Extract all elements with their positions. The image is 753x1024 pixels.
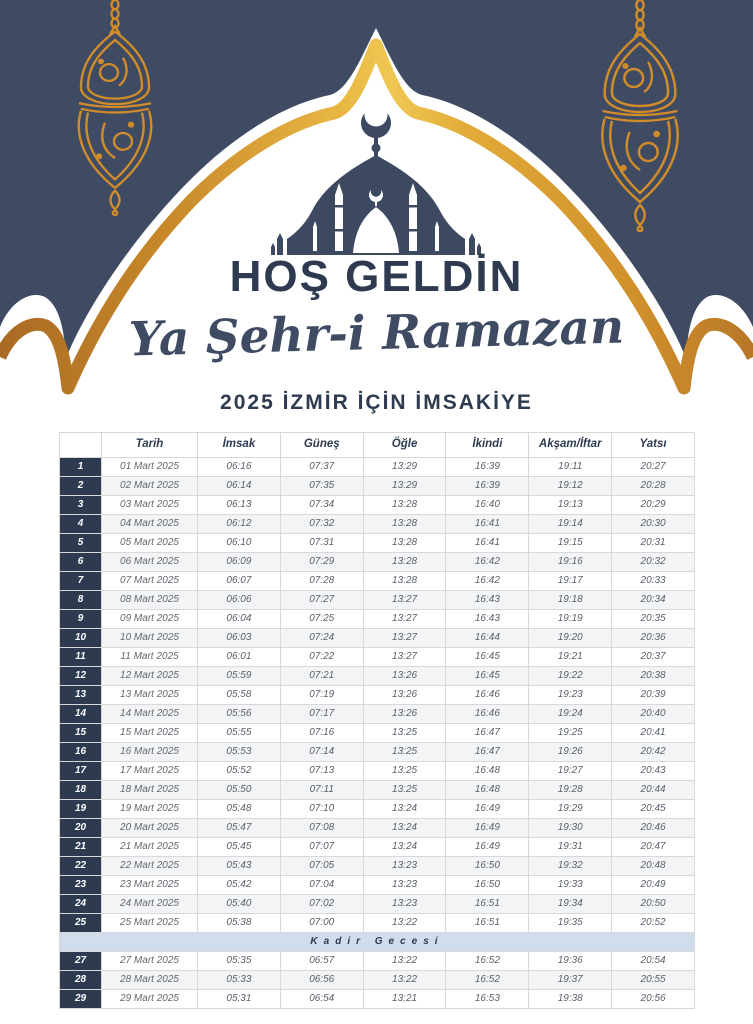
time-cell: 19:35 (529, 914, 612, 933)
time-cell: 13:21 (363, 990, 446, 1009)
time-cell: 13:26 (363, 667, 446, 686)
time-cell: 05:42 (198, 876, 281, 895)
time-cell: 19:28 (529, 781, 612, 800)
time-cell: 16:45 (446, 667, 529, 686)
time-cell: 16:52 (446, 952, 529, 971)
day-number: 13 (60, 686, 102, 705)
date-cell: 01 Mart 2025 (102, 458, 198, 477)
time-cell: 07:00 (280, 914, 363, 933)
time-cell: 07:21 (280, 667, 363, 686)
day-number: 17 (60, 762, 102, 781)
time-cell: 16:47 (446, 743, 529, 762)
day-number: 12 (60, 667, 102, 686)
time-cell: 20:34 (612, 591, 695, 610)
time-cell: 19:29 (529, 800, 612, 819)
date-cell: 24 Mart 2025 (102, 895, 198, 914)
table-row (60, 838, 695, 857)
time-cell: 07:25 (280, 610, 363, 629)
time-cell: 20:30 (612, 515, 695, 534)
day-number: 15 (60, 724, 102, 743)
table-row (60, 705, 695, 724)
table-header-row (60, 433, 695, 458)
time-cell: 13:24 (363, 838, 446, 857)
time-cell: 07:16 (280, 724, 363, 743)
date-cell: 03 Mart 2025 (102, 496, 198, 515)
time-cell: 06:12 (198, 515, 281, 534)
column-header: Akşam/İftar (529, 433, 612, 458)
date-cell: 25 Mart 2025 (102, 914, 198, 933)
time-cell: 13:27 (363, 591, 446, 610)
day-number: 25 (60, 914, 102, 933)
time-cell: 13:23 (363, 876, 446, 895)
time-cell: 13:29 (363, 477, 446, 496)
time-cell: 16:46 (446, 686, 529, 705)
time-cell: 13:28 (363, 515, 446, 534)
time-cell: 16:46 (446, 705, 529, 724)
time-cell: 06:01 (198, 648, 281, 667)
time-cell: 07:17 (280, 705, 363, 724)
date-cell: 06 Mart 2025 (102, 553, 198, 572)
table-row (60, 914, 695, 933)
table-row (60, 819, 695, 838)
table-row (60, 743, 695, 762)
table-row (60, 572, 695, 591)
time-cell: 19:27 (529, 762, 612, 781)
time-cell: 13:25 (363, 781, 446, 800)
day-number: 21 (60, 838, 102, 857)
time-cell: 20:29 (612, 496, 695, 515)
column-header: Yatsı (612, 433, 695, 458)
time-cell: 07:05 (280, 857, 363, 876)
time-cell: 07:14 (280, 743, 363, 762)
time-cell: 19:23 (529, 686, 612, 705)
time-cell: 07:32 (280, 515, 363, 534)
column-header: Tarih (102, 433, 198, 458)
time-cell: 06:54 (280, 990, 363, 1009)
day-number: 14 (60, 705, 102, 724)
time-cell: 06:56 (280, 971, 363, 990)
time-cell: 05:58 (198, 686, 281, 705)
table-row (60, 591, 695, 610)
day-number: 6 (60, 553, 102, 572)
time-cell: 06:03 (198, 629, 281, 648)
time-cell: 20:36 (612, 629, 695, 648)
time-cell: 19:38 (529, 990, 612, 1009)
time-cell: 20:49 (612, 876, 695, 895)
time-cell: 16:39 (446, 458, 529, 477)
time-cell: 05:33 (198, 971, 281, 990)
time-cell: 13:25 (363, 762, 446, 781)
time-cell: 07:11 (280, 781, 363, 800)
time-cell: 20:27 (612, 458, 695, 477)
table-row (60, 857, 695, 876)
time-cell: 20:35 (612, 610, 695, 629)
time-cell: 07:13 (280, 762, 363, 781)
table-row (60, 667, 695, 686)
day-number: 9 (60, 610, 102, 629)
time-cell: 05:56 (198, 705, 281, 724)
time-cell: 19:20 (529, 629, 612, 648)
time-cell: 05:59 (198, 667, 281, 686)
day-number: 28 (60, 971, 102, 990)
date-cell: 18 Mart 2025 (102, 781, 198, 800)
time-cell: 06:04 (198, 610, 281, 629)
time-cell: 07:08 (280, 819, 363, 838)
time-cell: 16:43 (446, 610, 529, 629)
table-row (60, 971, 695, 990)
day-number: 7 (60, 572, 102, 591)
date-cell: 12 Mart 2025 (102, 667, 198, 686)
time-cell: 05:47 (198, 819, 281, 838)
time-cell: 19:15 (529, 534, 612, 553)
column-header: Öğle (363, 433, 446, 458)
day-number: 23 (60, 876, 102, 895)
time-cell: 13:27 (363, 610, 446, 629)
date-cell: 07 Mart 2025 (102, 572, 198, 591)
time-cell: 19:14 (529, 515, 612, 534)
date-cell: 28 Mart 2025 (102, 971, 198, 990)
date-cell: 11 Mart 2025 (102, 648, 198, 667)
time-cell: 07:27 (280, 591, 363, 610)
time-cell: 07:10 (280, 800, 363, 819)
date-cell: 14 Mart 2025 (102, 705, 198, 724)
column-header: Güneş (280, 433, 363, 458)
time-cell: 05:31 (198, 990, 281, 1009)
time-cell: 19:30 (529, 819, 612, 838)
day-number: 18 (60, 781, 102, 800)
date-cell: 02 Mart 2025 (102, 477, 198, 496)
time-cell: 20:38 (612, 667, 695, 686)
time-cell: 16:51 (446, 895, 529, 914)
time-cell: 16:49 (446, 800, 529, 819)
time-cell: 13:22 (363, 914, 446, 933)
time-cell: 16:50 (446, 857, 529, 876)
time-cell: 06:10 (198, 534, 281, 553)
time-cell: 16:53 (446, 990, 529, 1009)
day-number: 5 (60, 534, 102, 553)
time-cell: 20:45 (612, 800, 695, 819)
time-cell: 19:33 (529, 876, 612, 895)
time-cell: 05:50 (198, 781, 281, 800)
day-number: 8 (60, 591, 102, 610)
time-cell: 19:37 (529, 971, 612, 990)
time-cell: 16:50 (446, 876, 529, 895)
time-cell: 07:22 (280, 648, 363, 667)
time-cell: 16:43 (446, 591, 529, 610)
time-cell: 20:43 (612, 762, 695, 781)
prayer-times-table-body (60, 458, 695, 1009)
table-row (60, 629, 695, 648)
time-cell: 13:29 (363, 458, 446, 477)
time-cell: 13:22 (363, 952, 446, 971)
time-cell: 19:19 (529, 610, 612, 629)
date-cell: 29 Mart 2025 (102, 990, 198, 1009)
time-cell: 13:27 (363, 629, 446, 648)
day-number: 19 (60, 800, 102, 819)
time-cell: 16:49 (446, 838, 529, 857)
date-cell: 23 Mart 2025 (102, 876, 198, 895)
date-cell: 08 Mart 2025 (102, 591, 198, 610)
date-cell: 27 Mart 2025 (102, 952, 198, 971)
time-cell: 13:25 (363, 743, 446, 762)
date-cell: 22 Mart 2025 (102, 857, 198, 876)
time-cell: 16:48 (446, 762, 529, 781)
day-number: 4 (60, 515, 102, 534)
table-row (60, 648, 695, 667)
time-cell: 16:42 (446, 572, 529, 591)
time-cell: 20:47 (612, 838, 695, 857)
table-row (60, 496, 695, 515)
time-cell: 19:22 (529, 667, 612, 686)
date-cell: 20 Mart 2025 (102, 819, 198, 838)
time-cell: 07:35 (280, 477, 363, 496)
time-cell: 06:14 (198, 477, 281, 496)
time-cell: 20:40 (612, 705, 695, 724)
day-number: 16 (60, 743, 102, 762)
time-cell: 20:56 (612, 990, 695, 1009)
time-cell: 19:26 (529, 743, 612, 762)
time-cell: 20:55 (612, 971, 695, 990)
column-header: İmsak (198, 433, 281, 458)
time-cell: 07:24 (280, 629, 363, 648)
time-cell: 19:21 (529, 648, 612, 667)
time-cell: 16:41 (446, 515, 529, 534)
date-cell: 05 Mart 2025 (102, 534, 198, 553)
day-number: 22 (60, 857, 102, 876)
date-cell: 17 Mart 2025 (102, 762, 198, 781)
time-cell: 20:28 (612, 477, 695, 496)
table-row (60, 515, 695, 534)
time-cell: 16:44 (446, 629, 529, 648)
time-cell: 13:22 (363, 971, 446, 990)
prayer-times-table (59, 432, 695, 1009)
day-number: 3 (60, 496, 102, 515)
time-cell: 19:17 (529, 572, 612, 591)
time-cell: 20:31 (612, 534, 695, 553)
time-cell: 19:13 (529, 496, 612, 515)
time-cell: 05:43 (198, 857, 281, 876)
time-cell: 13:26 (363, 705, 446, 724)
time-cell: 06:13 (198, 496, 281, 515)
time-cell: 13:28 (363, 496, 446, 515)
day-number: 11 (60, 648, 102, 667)
time-cell: 16:48 (446, 781, 529, 800)
main-greeting: HOŞ GELDİN (229, 252, 524, 301)
time-cell: 20:52 (612, 914, 695, 933)
time-cell: 20:32 (612, 553, 695, 572)
time-cell: 16:41 (446, 534, 529, 553)
table-row (60, 762, 695, 781)
time-cell: 13:24 (363, 800, 446, 819)
time-cell: 20:41 (612, 724, 695, 743)
kadir-gecesi-row (60, 933, 695, 952)
time-cell: 13:24 (363, 819, 446, 838)
date-cell: 10 Mart 2025 (102, 629, 198, 648)
time-cell: 19:36 (529, 952, 612, 971)
table-row (60, 458, 695, 477)
table-row (60, 895, 695, 914)
time-cell: 06:57 (280, 952, 363, 971)
time-cell: 19:34 (529, 895, 612, 914)
time-cell: 19:25 (529, 724, 612, 743)
time-cell: 16:39 (446, 477, 529, 496)
day-number: 20 (60, 819, 102, 838)
time-cell: 06:06 (198, 591, 281, 610)
day-number: 27 (60, 952, 102, 971)
date-cell: 04 Mart 2025 (102, 515, 198, 534)
time-cell: 19:31 (529, 838, 612, 857)
time-cell: 07:31 (280, 534, 363, 553)
time-cell: 06:09 (198, 553, 281, 572)
time-cell: 20:42 (612, 743, 695, 762)
time-cell: 20:39 (612, 686, 695, 705)
time-cell: 07:37 (280, 458, 363, 477)
time-cell: 19:12 (529, 477, 612, 496)
time-cell: 13:28 (363, 553, 446, 572)
time-cell: 20:50 (612, 895, 695, 914)
time-cell: 07:28 (280, 572, 363, 591)
time-cell: 20:54 (612, 952, 695, 971)
time-cell: 20:33 (612, 572, 695, 591)
time-cell: 16:40 (446, 496, 529, 515)
table-row (60, 477, 695, 496)
time-cell: 16:51 (446, 914, 529, 933)
time-cell: 19:11 (529, 458, 612, 477)
time-cell: 05:40 (198, 895, 281, 914)
column-header: İkindi (446, 433, 529, 458)
time-cell: 05:52 (198, 762, 281, 781)
day-number: 10 (60, 629, 102, 648)
time-cell: 07:04 (280, 876, 363, 895)
time-cell: 07:34 (280, 496, 363, 515)
time-cell: 05:55 (198, 724, 281, 743)
day-number: 24 (60, 895, 102, 914)
date-cell: 09 Mart 2025 (102, 610, 198, 629)
table-row (60, 724, 695, 743)
time-cell: 16:52 (446, 971, 529, 990)
table-row (60, 553, 695, 572)
prayer-times-section (59, 432, 695, 1009)
table-row (60, 990, 695, 1009)
time-cell: 13:28 (363, 534, 446, 553)
table-row (60, 781, 695, 800)
script-greeting: Ya Şehr-i Ramazan (128, 299, 625, 368)
time-cell: 13:26 (363, 686, 446, 705)
hero-decoration (0, 0, 753, 450)
time-cell: 20:44 (612, 781, 695, 800)
time-cell: 07:29 (280, 553, 363, 572)
time-cell: 06:16 (198, 458, 281, 477)
time-cell: 13:23 (363, 895, 446, 914)
time-cell: 05:38 (198, 914, 281, 933)
date-cell: 21 Mart 2025 (102, 838, 198, 857)
date-cell: 19 Mart 2025 (102, 800, 198, 819)
time-cell: 16:47 (446, 724, 529, 743)
time-cell: 05:48 (198, 800, 281, 819)
time-cell: 05:35 (198, 952, 281, 971)
day-number: 2 (60, 477, 102, 496)
time-cell: 19:18 (529, 591, 612, 610)
subtitle: 2025 İZMİR İÇİN İMSAKİYE (220, 391, 533, 414)
date-cell: 15 Mart 2025 (102, 724, 198, 743)
time-cell: 20:48 (612, 857, 695, 876)
table-row (60, 534, 695, 553)
time-cell: 19:32 (529, 857, 612, 876)
time-cell: 07:07 (280, 838, 363, 857)
time-cell: 13:23 (363, 857, 446, 876)
time-cell: 07:19 (280, 686, 363, 705)
time-cell: 16:49 (446, 819, 529, 838)
time-cell: 20:37 (612, 648, 695, 667)
time-cell: 13:28 (363, 572, 446, 591)
kadir-gecesi-band: Kadir Gecesi (60, 933, 695, 952)
time-cell: 20:46 (612, 819, 695, 838)
time-cell: 16:42 (446, 553, 529, 572)
day-number: 1 (60, 458, 102, 477)
table-row (60, 686, 695, 705)
date-cell: 16 Mart 2025 (102, 743, 198, 762)
table-row (60, 952, 695, 971)
table-row (60, 876, 695, 895)
time-cell: 05:45 (198, 838, 281, 857)
date-cell: 13 Mart 2025 (102, 686, 198, 705)
table-row (60, 800, 695, 819)
time-cell: 05:53 (198, 743, 281, 762)
day-number: 29 (60, 990, 102, 1009)
time-cell: 06:07 (198, 572, 281, 591)
table-row (60, 610, 695, 629)
time-cell: 19:24 (529, 705, 612, 724)
time-cell: 16:45 (446, 648, 529, 667)
time-cell: 19:16 (529, 553, 612, 572)
time-cell: 13:27 (363, 648, 446, 667)
corner-header-cell (60, 433, 102, 458)
time-cell: 07:02 (280, 895, 363, 914)
time-cell: 13:25 (363, 724, 446, 743)
